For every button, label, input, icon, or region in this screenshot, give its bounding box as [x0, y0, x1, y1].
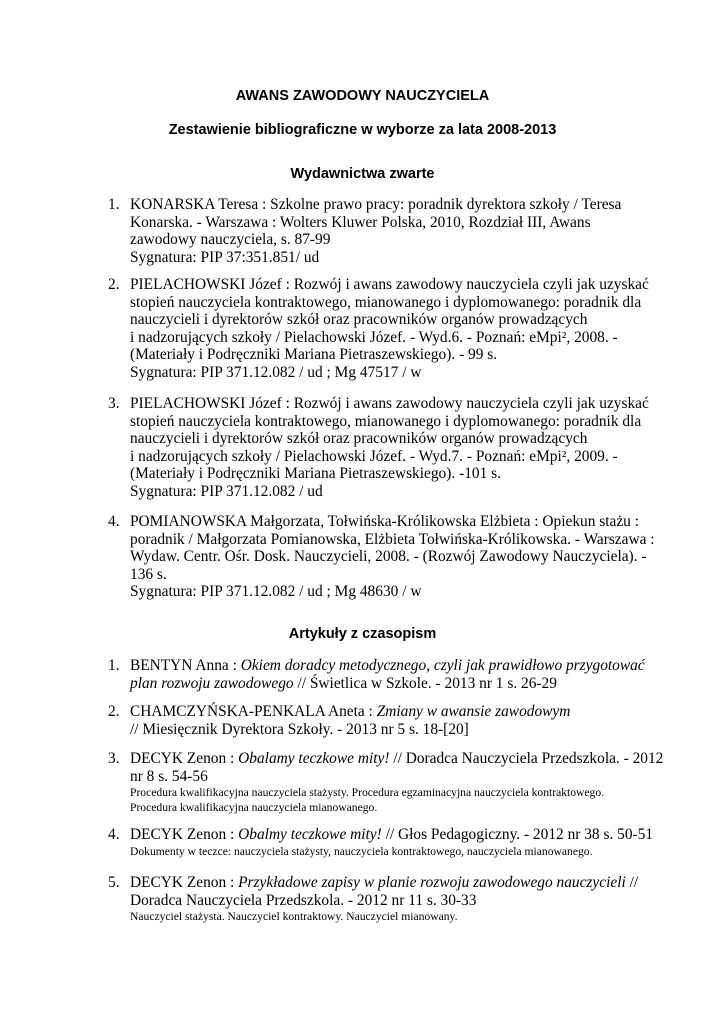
article-source: // Miesięcznik Dyrektora Szkoły. - 2013 nr 5 s. 18-[20] — [130, 720, 469, 738]
entry-number: 3. — [108, 750, 120, 767]
book-entry-1 — [0, 196, 725, 266]
article-source: // — [625, 874, 639, 891]
article-title: Obalamy teczkowe mity! — [238, 750, 390, 767]
entry-line: i nadzorujących szkoły / Pielachowski Józef. - Wyd.6. - Poznań: eMpi², 2008. - — [130, 328, 618, 346]
entry-number: 4. — [108, 826, 120, 843]
article-title: Obalmy teczkowe mity! — [238, 826, 382, 843]
entry-line: nauczycieli i dyrektorów szkół oraz pracowników organów prowadzących — [130, 311, 588, 329]
entry-line: PIELACHOWSKI Józef : Rozwój i awans zawodowy nauczyciela czyli jak uzyskać — [130, 276, 649, 293]
entry-line: (Materiały i Podręczniki Mariana Pietraszewskiego). -101 s. — [130, 465, 501, 483]
document-subtitle: Zestawienie bibliograficzne w wyborze za lata 2008-2013 — [168, 122, 557, 138]
article-author: BENTYN Anna : — [130, 657, 241, 674]
article-note: Dokumenty w teczce: nauczyciela stażysty, nauczyciela kontraktowego, nauczyciela mianowanego. — [130, 844, 593, 858]
article-author: DECYK Zenon : — [130, 750, 239, 767]
entry-number: 1. — [108, 196, 120, 213]
article-source: // Doradca Nauczyciela Przedszkola. - 2012 — [389, 750, 664, 767]
entry-number: 2. — [108, 276, 120, 293]
entry-line: nauczycieli i dyrektorów szkół oraz pracowników organów prowadzących — [130, 430, 588, 448]
article-note: Procedura kwalifikacyjna nauczyciela stażysty. Procedura egzaminacyjna nauczyciela kontraktowego. — [130, 786, 605, 800]
book-entry-4 — [0, 513, 725, 601]
section-heading-books: Wydawnictwa zwarte — [290, 166, 435, 182]
entry-line: PIELACHOWSKI Józef : Rozwój i awans zawodowy nauczyciela czyli jak uzyskać — [130, 395, 649, 412]
entry-line: i nadzorujących szkoły / Pielachowski Józef. - Wyd.7. - Poznań: eMpi², 2009. - — [130, 447, 618, 465]
article-entry-1 — [0, 657, 725, 692]
article-source: // Głos Pedagogiczny. - 2012 nr 38 s. 50-51 — [381, 826, 654, 843]
entry-line: Wydaw. Centr. Ośr. Dosk. Nauczycieli, 2008. - (Rozwój Zawodowy Nauczyciela). - — [130, 548, 647, 566]
entry-line: zawodowy nauczyciela, s. 87-99 — [130, 231, 331, 249]
article-source-cont: Doradca Nauczyciela Przedszkola. - 2012 nr 11 s. 30-33 — [130, 891, 477, 909]
entry-number: 2. — [108, 703, 120, 720]
entry-number: 5. — [108, 874, 120, 891]
book-entry-2 — [0, 276, 725, 382]
article-title: Przykładowe zapisy w planie rozwoju zawodowego nauczycieli — [238, 874, 626, 891]
entry-signature: Sygnatura: PIP 371.12.082 / ud — [130, 482, 323, 500]
article-note: Procedura kwalifikacyjna nauczyciela mianowanego. — [130, 801, 378, 815]
entry-line: 136 s. — [130, 565, 167, 583]
entry-line: stopień nauczyciela kontraktowego, mianowanego i dyplomowanego: poradnik dla — [130, 412, 642, 430]
article-title: Zmiany w awansie zawodowym — [376, 703, 571, 720]
article-source: // Świetlica w Szkole. - 2013 nr 1 s. 26-29 — [293, 674, 557, 692]
entry-number: 1. — [108, 657, 120, 674]
article-entry-4 — [0, 826, 725, 859]
article-title: Okiem doradcy metodycznego, czyli jak prawidłowo przygotować — [240, 657, 645, 674]
entry-line: POMIANOWSKA Małgorzata, Tołwińska-Królikowska Elżbieta : Opiekun stażu : — [130, 513, 640, 530]
article-note: Nauczyciel stażysta. Nauczyciel kontraktowy. Nauczyciel mianowany. — [130, 910, 458, 924]
entry-signature: Sygnatura: PIP 371.12.082 / ud ; Mg 47517 / w — [130, 363, 422, 381]
entry-signature: Sygnatura: PIP 37:351.851/ ud — [130, 248, 320, 266]
article-title-cont: plan rozwoju zawodowego — [130, 674, 294, 692]
section-heading-articles: Artykuły z czasopism — [288, 626, 437, 642]
article-entry-5 — [0, 874, 725, 924]
entry-line: Konarska. - Warszawa : Wolters Kluwer Polska, 2010, Rozdział III, Awans — [130, 213, 591, 231]
article-source-cont: nr 8 s. 54-56 — [130, 767, 208, 785]
entry-line: (Materiały i Podręczniki Mariana Pietraszewskiego). - 99 s. — [130, 346, 498, 364]
article-entry-2 — [0, 703, 725, 738]
entry-number: 4. — [108, 513, 120, 530]
book-entry-3 — [0, 395, 725, 501]
article-author: DECYK Zenon : — [130, 874, 239, 891]
article-author: CHAMCZYŃSKA-PENKALA Aneta : — [130, 703, 377, 720]
article-author: DECYK Zenon : — [130, 826, 239, 843]
entry-number: 3. — [108, 395, 120, 412]
entry-line: poradnik / Małgorzata Pomianowska, Elżbieta Tołwińska-Królikowska. - Warszawa : — [130, 530, 655, 548]
entry-line: stopień nauczyciela kontraktowego, mianowanego i dyplomowanego: poradnik dla — [130, 293, 642, 311]
entry-signature: Sygnatura: PIP 371.12.082 / ud ; Mg 48630 / w — [130, 583, 422, 601]
entry-line: KONARSKA Teresa : Szkolne prawo pracy: poradnik dyrektora szkoły / Teresa — [130, 196, 622, 213]
document-title: AWANS ZAWODOWY NAUCZYCIELA — [235, 88, 490, 104]
article-entry-3 — [0, 750, 725, 815]
